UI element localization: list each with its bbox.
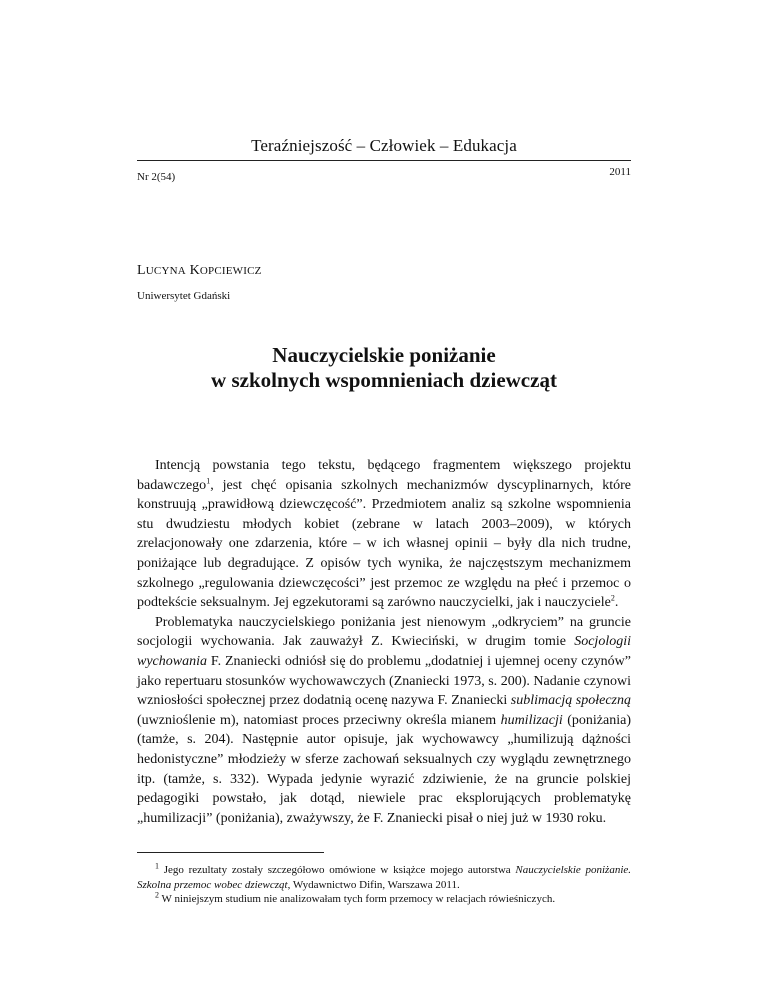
footnote-1-text-b: , Wydawnictwo Difin, Warszawa 2011.: [287, 878, 460, 891]
article-title: [0, 343, 768, 393]
author-first-initial: L: [137, 263, 146, 278]
body-paragraph-1: [137, 456, 631, 613]
p2-italic-2: sublimacją społeczną: [510, 693, 632, 709]
publication-year: 2011: [609, 166, 631, 178]
footnotes: [137, 863, 631, 907]
p1-text-c: .: [614, 595, 619, 611]
article-body: [137, 456, 631, 828]
footnote-1-text-a: Jego rezultaty zostały szczegółowo omówione w książce mojego autorstwa: [159, 864, 516, 876]
author-last-initial: K: [189, 263, 200, 278]
footnote-2: [137, 892, 631, 907]
p2-text-b: F. Znaniecki odniósł się do problemu „dodatniej i ujemnej oceny czynów” jako repertuaru stosunków wychowawczych (Znaniecki 1973, s. 200). Nadanie czynowi wzniosłości społecznej przez dodatnią ocenę nazywa F. Znaniecki: [137, 653, 631, 709]
footnote-1: [137, 863, 631, 892]
author-affiliation: Uniwersytet Gdański: [137, 290, 231, 302]
author-last-rest: OPCIEWICZ: [199, 265, 262, 277]
issue-number: Nr 2(54): [137, 171, 176, 183]
footnote-1-number: 1: [155, 861, 159, 871]
author-name: [137, 263, 262, 279]
header-divider: [137, 160, 631, 161]
p2-italic-3: humilizacji: [500, 712, 563, 728]
footnote-2-number: 2: [155, 890, 159, 900]
author-first-rest: UCYNA: [145, 265, 186, 277]
p1-text-a: Intencją powstania tego tekstu, będącego fragmentem większego projektu badawczego: [137, 458, 631, 493]
p2-italic-1: Socjologii wychowania: [137, 634, 631, 669]
body-paragraph-2: [137, 613, 631, 829]
journal-title: Teraźniejszość – Człowiek – Edukacja: [251, 136, 517, 155]
footnote-1-italic: Nauczycielskie poniżanie. Szkolna przemoc wobec dziewcząt: [137, 864, 632, 891]
footnote-ref-2: 2: [610, 593, 615, 603]
article-title-line-2: w szkolnych wspomnieniach dziewcząt: [211, 368, 557, 392]
footnote-2-text: W niniejszym studium nie analizowałam tych form przemocy w relacjach rówieśniczych.: [159, 893, 556, 906]
footnote-ref-1: 1: [206, 475, 211, 485]
p1-text-b: , jest chęć opisania szkolnych mechanizmów dyscyplinarnych, które konstruują „prawidłową dziewczęcość”. Przedmiotem analiz są szkolne wspomnienia stu dwudziestu młodych kobiet (zebrane w latach 2003–2009), w których zrelacjonowały one zdarzenia, które – w ich własnej opinii – były dla nich trudne, poniżające lub degradujące. Z opisów tych wynika, że najczęstszym mechanizmem szkolnego „regulowania dziewczęcości” jest przemoc ze względu na płeć i przemoc o podtekście seksualnym. Jej egzekutorami są zarówno nauczycielki, jak i nauczyciele: [137, 477, 631, 611]
p2-text-d: (poniżania) (tamże, s. 204). Następnie autor opisuje, jak wychowawcy „humilizują dążności hedonistyczne” młodzieży w sferze zachowań seksualnych czy wyglądu zewnętrznego itp. (tamże, s. 332). Wypada jedynie wyrazić zdziwienie, że na gruncie polskiej pedagogiki powstało, jak dotąd, niewiele prac eksplorujących problematykę „humilizacji” (poniżania), zważywszy, że F. Znaniecki pisał o niej już w 1930 roku.: [137, 712, 631, 826]
p2-text-c: (uwznioślenie m), natomiast proces przeciwny określa mianem: [137, 712, 501, 728]
article-title-line-1: Nauczycielskie poniżanie: [272, 343, 496, 367]
footnote-divider: [137, 852, 324, 853]
p2-text-a: Problematyka nauczycielskiego poniżania jest nienowym „odkryciem” na gruncie socjologii wychowania. Jak zauważył Z. Kwieciński, w drugim tomie: [137, 614, 631, 650]
